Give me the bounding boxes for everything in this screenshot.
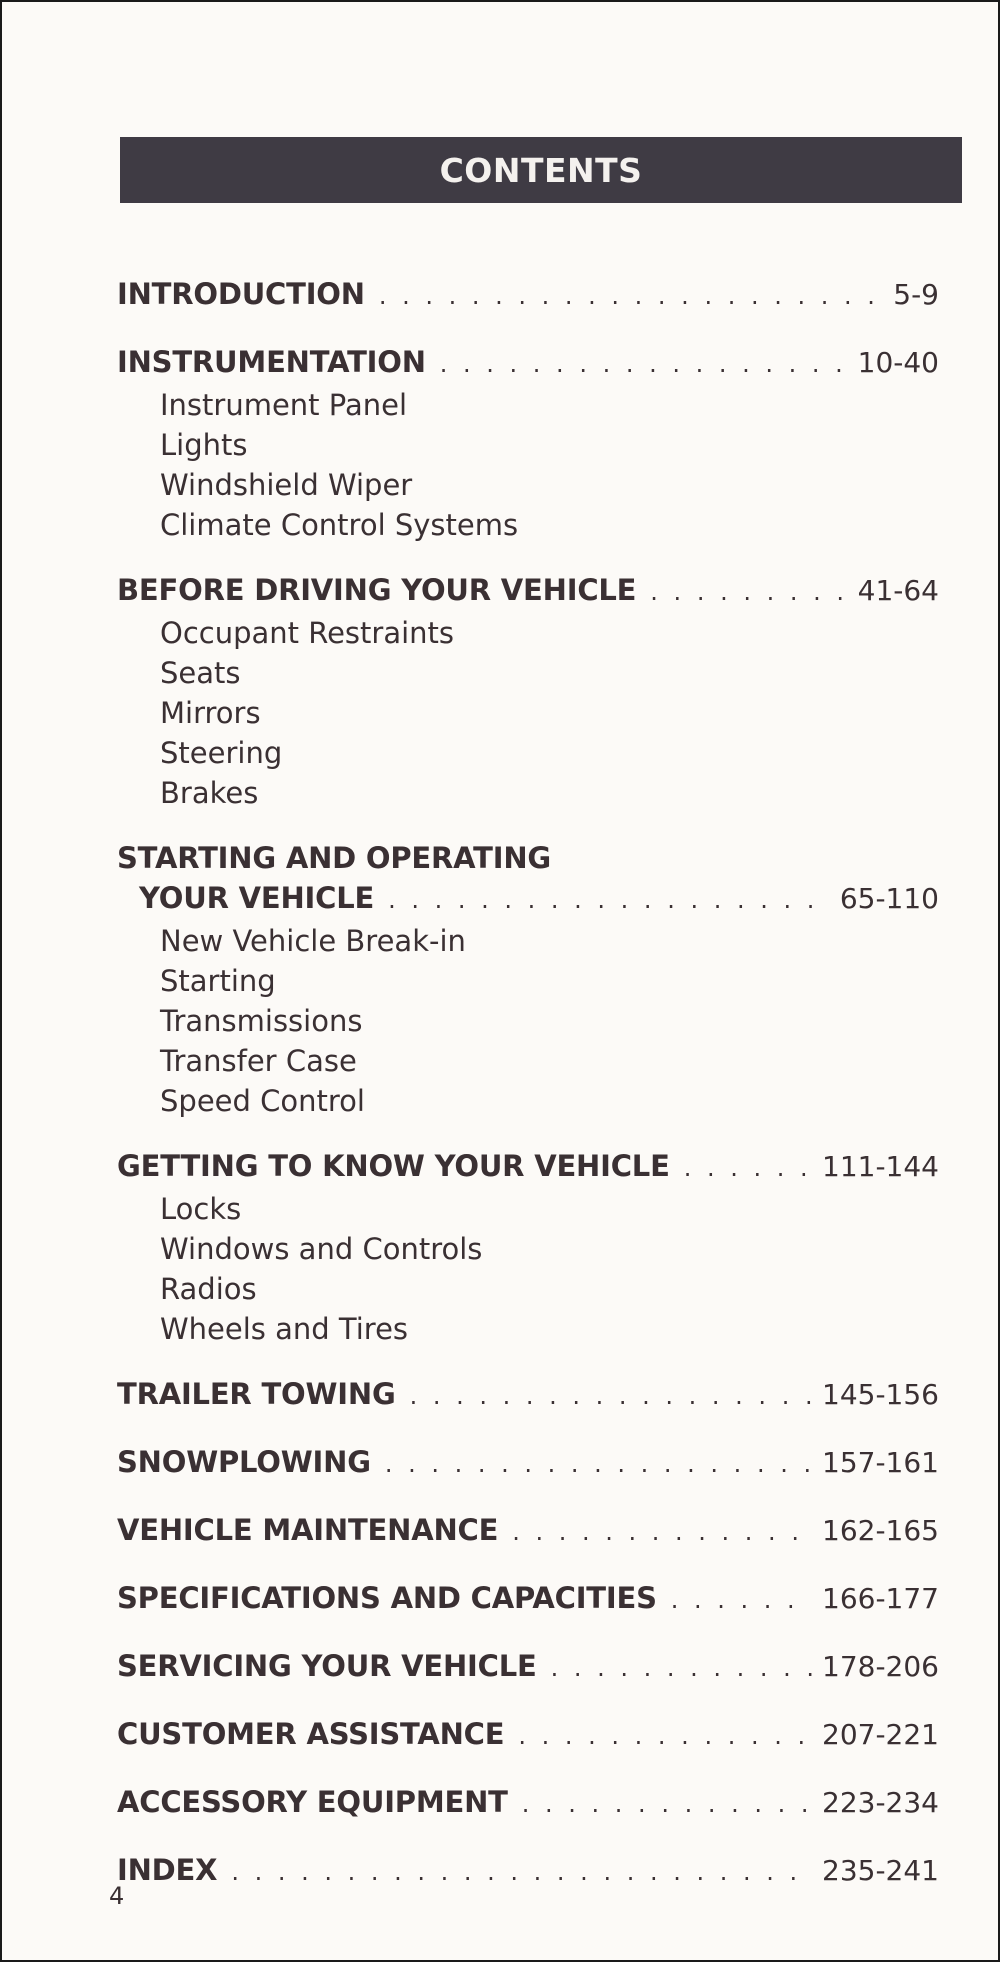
contents-banner	[120, 137, 962, 203]
toc-entry-row	[117, 881, 939, 921]
subsection-item: Wheels and Tires	[160, 1312, 409, 1346]
dot-leader	[518, 1722, 812, 1750]
subsection-item: Seats	[160, 656, 241, 690]
toc-entry-row	[117, 1377, 939, 1417]
section-title: ACCESSORY EQUIPMENT	[117, 1785, 508, 1819]
section-title: TRAILER TOWING	[117, 1377, 396, 1411]
page-range: 5-9	[893, 278, 939, 311]
toc-entry-row	[117, 1513, 939, 1553]
subsection-item: Windshield Wiper	[160, 468, 413, 502]
dot-leader	[385, 1450, 812, 1478]
toc-entry	[117, 277, 939, 317]
subsection-item: Transfer Case	[160, 1044, 357, 1078]
section-title: SNOWPLOWING	[117, 1445, 371, 1479]
subsection-item: Transmissions	[160, 1004, 363, 1038]
toc-entry-row	[117, 841, 939, 881]
subsection-list	[117, 921, 939, 1121]
toc-entry	[117, 1785, 939, 1825]
page-range: 223-234	[822, 1786, 939, 1819]
toc-entry-row	[117, 1785, 939, 1825]
dot-leader	[231, 1858, 812, 1886]
toc-entry-row	[117, 1649, 939, 1689]
toc-entry-row	[117, 1445, 939, 1485]
section-title: GETTING TO KNOW YOUR VEHICLE	[117, 1149, 670, 1183]
dot-leader	[671, 1586, 812, 1614]
toc-entry-row	[117, 1581, 939, 1621]
page-range: 65-110	[839, 882, 939, 915]
subsection-item: Locks	[160, 1192, 242, 1226]
toc-entry-row	[117, 277, 939, 317]
toc-entry	[117, 841, 939, 1121]
page-range: 207-221	[822, 1718, 939, 1751]
page-range: 178-206	[822, 1650, 939, 1683]
page-number: 4	[109, 1882, 125, 1910]
section-title: VEHICLE MAINTENANCE	[117, 1513, 499, 1547]
section-title: INSTRUMENTATION	[117, 345, 426, 379]
subsection-item: Speed Control	[160, 1084, 365, 1118]
subsection-item: Steering	[160, 736, 283, 770]
section-title: CUSTOMER ASSISTANCE	[117, 1717, 505, 1751]
subsection-item: Starting	[160, 964, 276, 998]
subsection-item: Instrument Panel	[160, 388, 408, 422]
toc-entry	[117, 1513, 939, 1553]
dot-leader	[388, 886, 830, 914]
toc-entry-row	[117, 1717, 939, 1757]
toc-entry-row	[117, 1853, 939, 1893]
toc-entry-row	[117, 1149, 939, 1189]
section-title: INTRODUCTION	[117, 277, 365, 311]
dot-leader	[551, 1654, 812, 1682]
section-title: BEFORE DRIVING YOUR VEHICLE	[117, 573, 637, 607]
table-of-contents	[117, 277, 939, 1921]
page-range: 10-40	[857, 346, 939, 379]
dot-leader	[684, 1154, 812, 1182]
dot-leader	[410, 1382, 812, 1410]
toc-entry	[117, 1717, 939, 1757]
page-range: 111-144	[822, 1150, 939, 1183]
page-range: 41-64	[857, 574, 939, 607]
toc-entry	[117, 1581, 939, 1621]
dot-leader	[512, 1518, 812, 1546]
toc-entry	[117, 345, 939, 545]
page-range: 145-156	[822, 1378, 939, 1411]
section-title: STARTING AND OPERATING	[117, 841, 551, 875]
section-title-continued: YOUR VEHICLE	[139, 881, 375, 915]
subsection-list	[117, 613, 939, 813]
subsection-list	[117, 385, 939, 545]
page-range: 166-177	[822, 1582, 939, 1615]
dot-leader	[440, 350, 848, 378]
section-title: SERVICING YOUR VEHICLE	[117, 1649, 537, 1683]
toc-entry	[117, 1377, 939, 1417]
subsection-list	[117, 1189, 939, 1349]
toc-entry	[117, 1649, 939, 1689]
subsection-item: Occupant Restraints	[160, 616, 455, 650]
contents-heading: CONTENTS	[439, 150, 643, 190]
dot-leader	[522, 1790, 812, 1818]
subsection-item: Mirrors	[160, 696, 261, 730]
toc-entry	[117, 573, 939, 813]
dot-leader	[650, 578, 847, 606]
section-title: INDEX	[117, 1853, 218, 1887]
section-title: SPECIFICATIONS AND CAPACITIES	[117, 1581, 657, 1615]
toc-entry-row	[117, 573, 939, 613]
subsection-item: New Vehicle Break-in	[160, 924, 466, 958]
subsection-item: Radios	[160, 1272, 257, 1306]
subsection-item: Windows and Controls	[160, 1232, 483, 1266]
subsection-item: Lights	[160, 428, 248, 462]
subsection-item: Climate Control Systems	[160, 508, 519, 542]
toc-entry	[117, 1149, 939, 1349]
toc-entry-row	[117, 345, 939, 385]
page-range: 235-241	[822, 1854, 939, 1887]
dot-leader	[379, 282, 883, 310]
toc-entry	[117, 1853, 939, 1893]
subsection-item: Brakes	[160, 776, 259, 810]
page-range: 162-165	[822, 1514, 939, 1547]
toc-entry	[117, 1445, 939, 1485]
page-range: 157-161	[822, 1446, 939, 1479]
